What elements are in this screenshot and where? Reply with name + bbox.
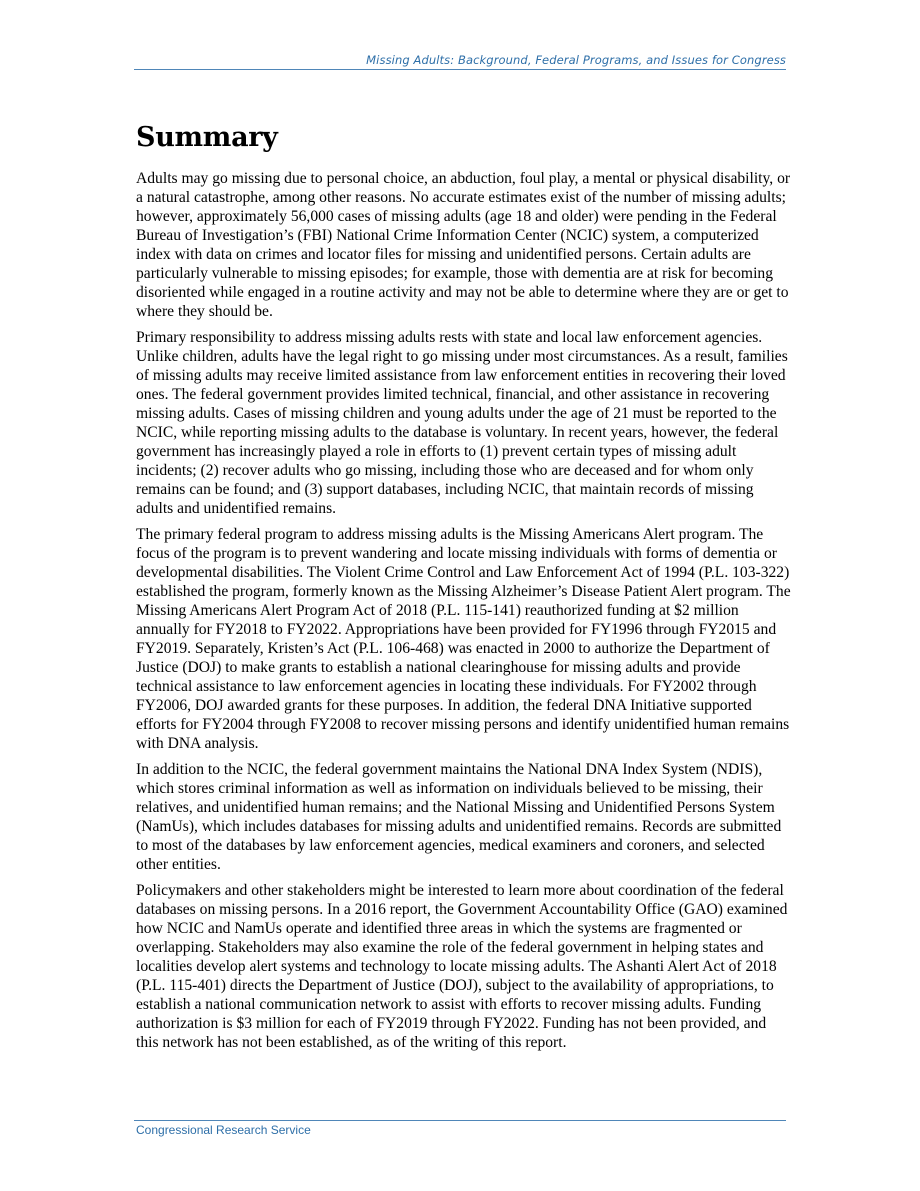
paragraph-3: The primary federal program to address missing adults is the Missing Americans Alert program. The focus of the program is to prevent wandering and locate missing individuals with forms of dementia or developmental disabilities. The Violent Crime Control and Law Enforcement Act of 1994 (P.L. 103-322) established the program, formerly known as the Missing Alzheimer’s Disease Patient Alert program. The Missing Americans Alert Program Act of 2018 (P.L. 115-141) reauthorized funding at $2 million annually for FY2018 to FY2022. Appropriations have been provided for FY1996 through FY2015 and FY2019. Separately, Kristen’s Act (P.L. 106-468) was enacted in 2000 to authorize the Department of Justice (DOJ) to make grants to establish a national clearinghouse for missing adults and provide technical assistance to law enforcement agencies in locating these individuals. For FY2002 through FY2006, DOJ awarded grants for these purposes. In addition, the federal DNA Initiative supported efforts for FY2004 through FY2008 to recover missing persons and identify unidentified human remains with DNA analysis. bbox=[136, 526, 791, 752]
running-header: Missing Adults: Background, Federal Programs, and Issues for Congress bbox=[366, 53, 786, 67]
paragraph-5: Policymakers and other stakeholders might be interested to learn more about coordination of the federal databases on missing persons. In a 2016 report, the Government Accountability Office (GAO) examined how NCIC and NamUs operate and identified three areas in which the systems are fragmented or overlapping. Stakeholders may also examine the role of the federal government in helping states and localities develop alert systems and technology to locate missing adults. The Ashanti Alert Act of 2018 (P.L. 115-401) directs the Department of Justice (DOJ), subject to the availability of appropriations, to establish a national communication network to assist with efforts to recover missing adults. Funding authorization is $3 million for each of FY2019 through FY2022. Funding has not been provided, and this network has not been established, as of the writing of this report. bbox=[136, 882, 788, 1051]
footer-organization: Congressional Research Service bbox=[136, 1123, 311, 1137]
header-divider bbox=[134, 69, 786, 70]
paragraph-2: Primary responsibility to address missing adults rests with state and local law enforcement agencies. Unlike children, adults have the legal right to go missing under most circumstances. As a result, families of missing adults may receive limited assistance from law enforcement entities in recovering their loved ones. The federal government provides limited technical, financial, and other assistance in recovering missing adults. Cases of missing children and young adults under the age of 21 must be reported to the NCIC, while reporting missing adults to the database is voluntary. In recent years, however, the federal government has increasingly played a role in efforts to (1) prevent certain types of missing adult incidents; (2) recover adults who go missing, including those who are deceased and for whom only remains can be found; and (3) support databases, including NCIC, that maintain records of missing adults and unidentified remains. bbox=[136, 329, 788, 517]
summary-body bbox=[136, 169, 792, 1059]
paragraph-1: Adults may go missing due to personal choice, an abduction, foul play, a mental or physical disability, or a natural catastrophe, among other reasons. No accurate estimates exist of the number of missing adults; however, approximately 56,000 cases of missing adults (age 18 and older) were pending in the Federal Bureau of Investigation’s (FBI) National Crime Information Center (NCIC) system, a computerized index with data on crimes and locator files for missing and unidentified persons. Certain adults are particularly vulnerable to missing episodes; for example, those with dementia are at risk for becoming disoriented while engaged in a routine activity and may not be able to determine where they are or get to where they should be. bbox=[136, 170, 791, 320]
footer-divider bbox=[134, 1120, 786, 1121]
section-title: Summary bbox=[136, 122, 278, 153]
paragraph-4: In addition to the NCIC, the federal government maintains the National DNA Index System (NDIS), which stores criminal information as well as information on individuals believed to be missing, their relatives, and unidentified human remains; and the National Missing and Unidentified Persons System (NamUs), which includes databases for missing adults and unidentified remains. Records are submitted to most of the databases by law enforcement agencies, medical examiners and coroners, and selected other entities. bbox=[136, 761, 782, 873]
